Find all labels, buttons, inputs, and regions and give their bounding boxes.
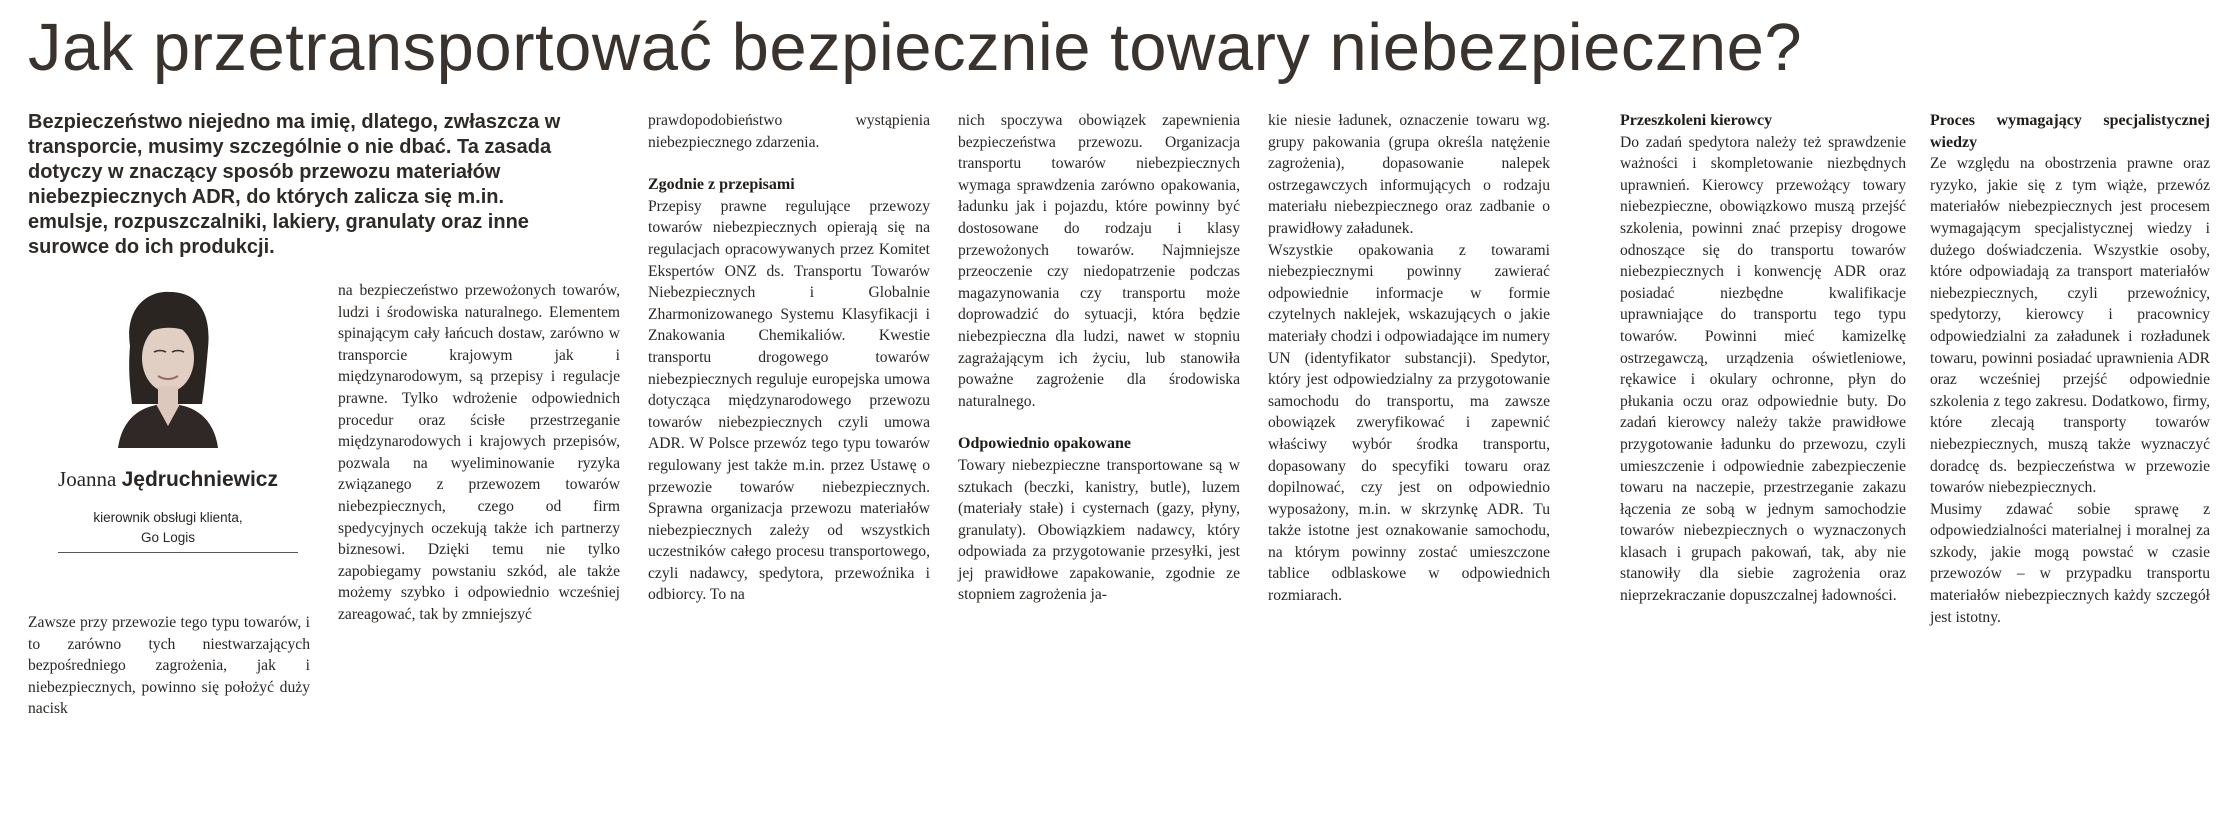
column-2	[338, 280, 620, 626]
column-5	[1268, 110, 1550, 607]
column-5-text: kie niesie ładunek, oznaczenie towaru wg. grupy pakowania (grupa określa natężenie zagrożenia), dopasowanie nalepek ostrzegawczych informujących o rodzaju materiału niebezpiecznego oraz zadbanie o prawidłowy załadunek.	[1268, 112, 1550, 237]
column-4-text-2: Towary niebezpieczne transportowane są w sztukach (beczki, kanistry, butle), luzem (materiały stałe) i cysternach (gazy, płyny, granulaty). Obowiązkiem nadawcy, który odpowiada za przygotowanie przesyłki, jest jej prawidłowe zapakowanie, zgodnie ze stopniem zagrożenia ja-	[958, 456, 1240, 604]
article-headline: Jak przetransportować bezpiecznie towary niebezpieczne?	[28, 10, 1803, 85]
column-7	[1930, 110, 2210, 628]
column-3-intro: prawdopodobieństwo wystąpienia niebezpiecznego zdarzenia.	[648, 112, 930, 151]
section-heading-proces: Proces wymagający specjalistycznej wiedzy	[1930, 112, 2210, 151]
column-1-text: Zawsze przy przewozie tego typu towarów, i to zarówno tych niestwarzających bezpośredniego zagrożenia, jak i niebezpiecznych, powinno się położyć duży nacisk	[28, 614, 310, 718]
section-heading-opakowane: Odpowiednio opakowane	[958, 435, 1131, 453]
author-company: Go Logis	[140, 530, 196, 545]
column-3	[648, 110, 930, 606]
author-first-name: Joanna	[58, 467, 117, 491]
article-lead: Bezpieczeństwo niejedno ma imię, dlatego, zwłaszcza w transporcie, musimy szczególnie o nie dbać. Ta zasada dotyczy w znaczący sposób przewozu materiałów niebezpiecznych ADR, do których zalicza się m.in. emulsje, rozpuszczalniki, lakiery, granulaty oraz inne surowce do ich produkcji.	[28, 111, 561, 258]
author-role-title: kierownik obsługi klienta,	[93, 510, 243, 525]
column-6	[1620, 110, 1906, 607]
author-box	[28, 286, 300, 566]
column-1	[28, 612, 310, 720]
section-heading-kierowcy: Przeszkoleni kierowcy	[1620, 112, 1773, 129]
column-4-text: nich spoczywa obowiązek zapewnienia bezpieczeństwa przewozu. Organizacja transportu towarów niebezpiecznych wymaga sprawdzenia zarówno opakowania, ładunku jak i pojazdu, które powinny być dostosowane do rodzaju i klasy przewożonych towarów. Najmniejsze przeoczenie czy niedopatrzenie podczas magazynowania czy transportu może doprowadzić do sytuacji, która będzie niebezpieczna dla ludzi, nawet w stopniu zagrażającym ich życiu, lub stanowiła poważne zagrożenie dla środowiska naturalnego.	[958, 112, 1240, 410]
author-name	[36, 466, 300, 493]
column-7-text: Ze względu na obostrzenia prawne oraz ryzyko, jakie się z tym wiąże, przewóz materiałów niebezpiecznych jest procesem wymagającym specjalistycznej wiedzy i dużego doświadczenia. Wszystkie osoby, które odpowiadają za transport materiałów niebezpiecznych, czyli przewoźnicy, spedytorzy, kierowcy i pracownicy odpowiedzialni za załadunek i rozładunek towaru, powinni posiadać uprawnienia ADR oraz wcześniej przejść odpowiednie szkolenia z tego zakresu. Dodatkowo, firmy, które zlecają transporty towarów niebezpiecznych, muszą także wyznaczyć doradcę ds. bezpieczeństwa w przewozie towarów niebezpiecznych.	[1930, 155, 2210, 497]
column-2-text: na bezpieczeństwo przewożonych towarów, ludzi i środowiska naturalnego. Elementem spinającym cały łańcuch dostaw, zarówno w transporcie krajowym jak i międzynarodowym, są przepisy i regulacje prawne. Tylko wdrożenie odpowiednich procedur oraz ścisłe przestrzeganie międzynarodowych i krajowych przepisów, pozwala na wyeliminowanie ryzyka związanego z przewozem towarów niebezpiecznych, czego od firm spedycyjnych oczekują także ich partnerzy biznesowi. Dzięki temu nie tylko zapobiegamy powstaniu szkód, ale także możemy szybko i odpowiednio wcześniej zareagować, tak by zmniejszyć	[338, 282, 620, 623]
author-divider	[58, 552, 298, 553]
section-heading-zgodnie: Zgodnie z przepisami	[648, 176, 795, 194]
column-3-text: Przepisy prawne regulujące przewozy towarów niebezpiecznych opierają się na regulacjach opracowywanych przez Komitet Ekspertów ONZ ds. Transportu Towarów Niebezpiecznych i Globalnie Zharmonizowanego Systemu Klasyfikacji i Znakowania Chemikaliów. Kwestie transportu drogowego towarów niebezpiecznych reguluje europejska umowa dotycząca międzynarodowego przewozu towarów niebezpiecznych czyli umowa ADR. W Polsce przewóz tego typu towarów regulowany jest także m.in. przez Ustawę o przewozie towarów niebezpiecznych. Sprawna organizacja przewozu materiałów niebezpiecznych zależy od wszystkich uczestników całego procesu transportowego, czyli nadawcy, spedytora, przewoźnika i odbiorcy. To na	[648, 197, 930, 604]
column-6-text: Do zadań spedytora należy też sprawdzenie ważności i skompletowanie niezbędnych uprawnień. Kierowcy przewożący towary niebezpieczne, obowiązkowo muszą przejść szkolenia, powinni znać przepisy drogowe odnoszące się do transportu towarów niebezpiecznych i konwencję ADR oraz posiadać niezbędne kwalifikacje uprawniające do transportu tego typu towarów. Powinni mieć kamizelkę ostrzegawczą, urządzenia oświetleniowe, rękawice i okulary ochronne, płyn do płukania oczu oraz odpowiednie buty. Do zadań kierowcy należy także prawidłowe przygotowanie ładunku do przewozu, czyli umieszczenie i odpowiednie zabezpieczenie towaru na naczepie, przestrzeganie zakazu łączenia ze sobą w jednym samochodzie towarów niebezpiecznych o wyznaczonych klasach i grupach pakowań, tak, aby nie stanowiły dla siebie zagrożenia oraz nieprzekraczanie dopuszczalnej ładowności.	[1620, 133, 1906, 605]
author-role	[36, 508, 300, 548]
column-7-text-2: Musimy zdawać sobie sprawę z odpowiedzialności materialnej i moralnej za szkody, jakie mogą powstać w czasie przewozów – w przypadku transportu materiałów niebezpiecznych każdy szczegół jest istotny.	[1930, 500, 2210, 626]
author-last-name: Jędruchniewicz	[121, 468, 278, 491]
column-5-text-2: Wszystkie opakowania z towarami niebezpiecznymi powinny zawierać odpowiednie informacje w formie czytelnych naklejek, wskazujących o jakie materiały chodzi i odpowiadające im numery UN (identyfikator substancji). Spedytor, który jest odpowiedzialny za przygotowanie samochodu do transportu, ma zawsze obowiązek zweryfikować i zapewnić właściwy wybór środka transportu, dopasowany do specyfiki towaru oraz dopilnować, czy jest on odpowiednio wyposażony, m.in. w skrzynkę ADR. Tu także istotne jest oznakowanie samochodu, na którym powinny zostać umieszczone tablice odblaskowe w odpowiednich rozmiarach.	[1268, 241, 1550, 605]
author-portrait	[108, 286, 226, 448]
column-4	[958, 110, 1240, 606]
